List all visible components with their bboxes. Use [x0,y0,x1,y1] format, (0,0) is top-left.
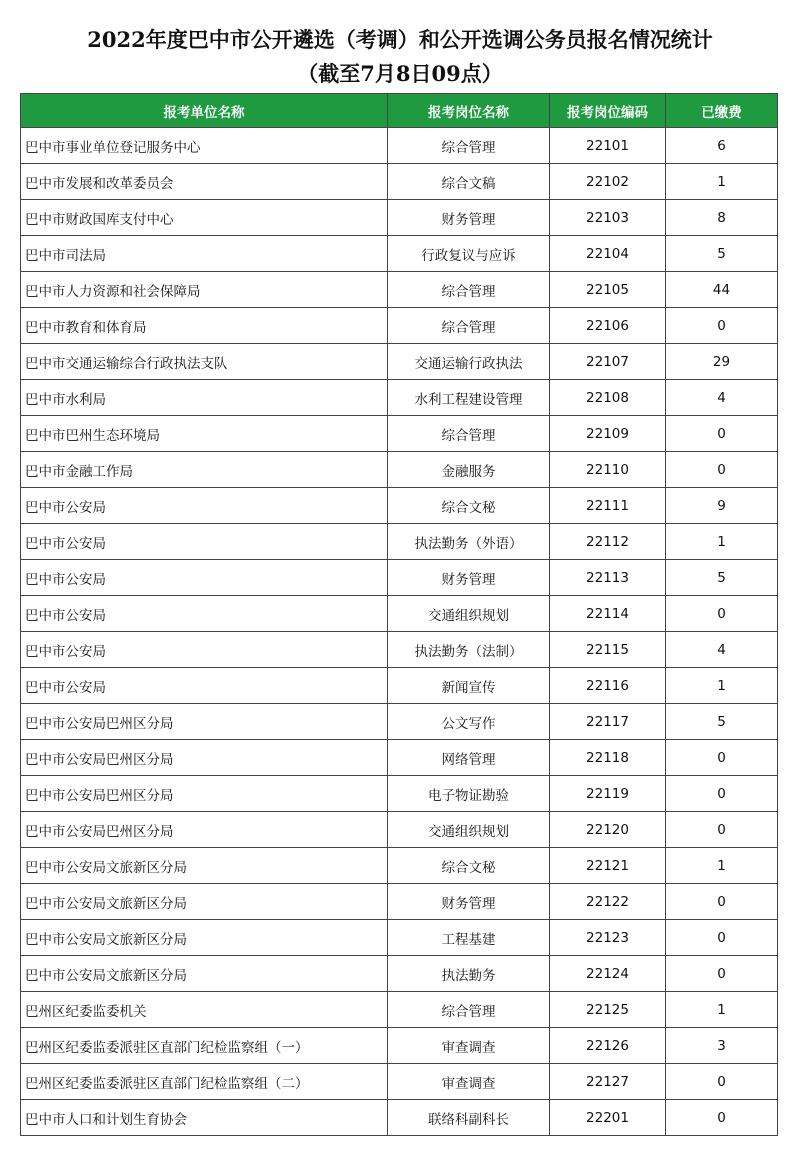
table-row [21,524,778,560]
cell-unit: 巴中市公安局巴州区分局 [21,812,388,848]
table-row [21,416,778,452]
cell-position: 水利工程建设管理 [388,380,550,416]
cell-paid: 0 [666,776,778,812]
cell-paid: 0 [666,308,778,344]
cell-position: 综合文秘 [388,848,550,884]
table-row [21,1028,778,1064]
cell-code: 22113 [550,560,666,596]
cell-paid: 0 [666,1064,778,1100]
page-subtitle: （截至7月8日09点） [297,61,503,86]
cell-code: 22126 [550,1028,666,1064]
header-code: 报考岗位编码 [550,94,666,128]
cell-unit: 巴中市公安局 [21,560,388,596]
table-row [21,452,778,488]
cell-position: 工程基建 [388,920,550,956]
cell-unit: 巴中市公安局 [21,524,388,560]
cell-position: 综合管理 [388,128,550,164]
table-row [21,1064,778,1100]
cell-unit: 巴中市人口和计划生育协会 [21,1100,388,1136]
cell-paid: 0 [666,740,778,776]
cell-code: 22122 [550,884,666,920]
cell-position: 联络科副科长 [388,1100,550,1136]
cell-paid: 0 [666,956,778,992]
cell-unit: 巴中市财政国库支付中心 [21,200,388,236]
cell-code: 22124 [550,956,666,992]
table-row [21,560,778,596]
cell-code: 22116 [550,668,666,704]
cell-position: 新闻宣传 [388,668,550,704]
cell-position: 交通运输行政执法 [388,344,550,380]
cell-code: 22114 [550,596,666,632]
cell-position: 财务管理 [388,200,550,236]
cell-position: 交通组织规划 [388,812,550,848]
cell-code: 22115 [550,632,666,668]
cell-unit: 巴中市巴州生态环境局 [21,416,388,452]
cell-code: 22103 [550,200,666,236]
cell-code: 22201 [550,1100,666,1136]
cell-unit: 巴中市司法局 [21,236,388,272]
cell-code: 22105 [550,272,666,308]
cell-position: 执法勤务（法制） [388,632,550,668]
cell-unit: 巴中市公安局巴州区分局 [21,740,388,776]
cell-code: 22121 [550,848,666,884]
cell-code: 22109 [550,416,666,452]
cell-code: 22108 [550,380,666,416]
table-row [21,128,778,164]
table-body [21,128,778,1136]
registration-table [20,93,778,1136]
cell-position: 执法勤务 [388,956,550,992]
cell-paid: 5 [666,704,778,740]
cell-position: 财务管理 [388,884,550,920]
cell-unit: 巴中市人力资源和社会保障局 [21,272,388,308]
cell-paid: 1 [666,668,778,704]
header-paid: 已缴费 [666,94,778,128]
cell-paid: 8 [666,200,778,236]
table-row [21,344,778,380]
cell-unit: 巴中市公安局 [21,668,388,704]
cell-unit: 巴州区纪委监委机关 [21,992,388,1028]
cell-code: 22112 [550,524,666,560]
cell-unit: 巴中市事业单位登记服务中心 [21,128,388,164]
table-row [21,236,778,272]
table-row [21,308,778,344]
cell-unit: 巴中市教育和体育局 [21,308,388,344]
cell-code: 22102 [550,164,666,200]
header-unit: 报考单位名称 [21,94,388,128]
cell-paid: 5 [666,236,778,272]
cell-code: 22107 [550,344,666,380]
cell-position: 审查调查 [388,1064,550,1100]
table-header [21,94,778,128]
cell-position: 综合管理 [388,272,550,308]
cell-paid: 4 [666,380,778,416]
table-row [21,668,778,704]
cell-code: 22117 [550,704,666,740]
cell-position: 金融服务 [388,452,550,488]
cell-position: 综合文秘 [388,488,550,524]
cell-paid: 6 [666,128,778,164]
cell-code: 22125 [550,992,666,1028]
table-row [21,380,778,416]
header-row [21,94,778,128]
cell-unit: 巴州区纪委监委派驻区直部门纪检监察组（二） [21,1064,388,1100]
table-row [21,848,778,884]
cell-code: 22111 [550,488,666,524]
cell-paid: 0 [666,812,778,848]
cell-paid: 0 [666,452,778,488]
cell-position: 行政复议与应诉 [388,236,550,272]
cell-paid: 1 [666,848,778,884]
cell-code: 22118 [550,740,666,776]
table-row [21,488,778,524]
table-row [21,776,778,812]
cell-unit: 巴中市公安局文旅新区分局 [21,956,388,992]
cell-code: 22104 [550,236,666,272]
cell-code: 22123 [550,920,666,956]
cell-paid: 0 [666,1100,778,1136]
cell-code: 22101 [550,128,666,164]
table-row [21,596,778,632]
cell-unit: 巴中市公安局 [21,632,388,668]
cell-position: 网络管理 [388,740,550,776]
table-row [21,812,778,848]
cell-position: 执法勤务（外语） [388,524,550,560]
table-row [21,740,778,776]
cell-paid: 4 [666,632,778,668]
cell-code: 22119 [550,776,666,812]
table-row [21,272,778,308]
cell-code: 22120 [550,812,666,848]
cell-unit: 巴中市公安局 [21,488,388,524]
cell-paid: 1 [666,164,778,200]
cell-code: 22110 [550,452,666,488]
cell-paid: 3 [666,1028,778,1064]
cell-position: 综合管理 [388,308,550,344]
table-row [21,1100,778,1136]
cell-paid: 44 [666,272,778,308]
cell-position: 审查调查 [388,1028,550,1064]
table-row [21,956,778,992]
cell-unit: 巴中市公安局巴州区分局 [21,776,388,812]
cell-code: 22106 [550,308,666,344]
cell-unit: 巴中市金融工作局 [21,452,388,488]
cell-unit: 巴中市公安局文旅新区分局 [21,920,388,956]
cell-unit: 巴中市公安局文旅新区分局 [21,848,388,884]
cell-position: 公文写作 [388,704,550,740]
table-row [21,992,778,1028]
cell-unit: 巴州区纪委监委派驻区直部门纪检监察组（一） [21,1028,388,1064]
table-row [21,632,778,668]
cell-position: 电子物证勘验 [388,776,550,812]
cell-paid: 0 [666,920,778,956]
cell-paid: 9 [666,488,778,524]
cell-code: 22127 [550,1064,666,1100]
cell-unit: 巴中市公安局巴州区分局 [21,704,388,740]
cell-unit: 巴中市发展和改革委员会 [21,164,388,200]
cell-unit: 巴中市公安局 [21,596,388,632]
cell-unit: 巴中市公安局文旅新区分局 [21,884,388,920]
cell-position: 财务管理 [388,560,550,596]
cell-unit: 巴中市交通运输综合行政执法支队 [21,344,388,380]
cell-unit: 巴中市水利局 [21,380,388,416]
cell-position: 交通组织规划 [388,596,550,632]
cell-position: 综合管理 [388,416,550,452]
cell-paid: 5 [666,560,778,596]
cell-position: 综合文稿 [388,164,550,200]
table-row [21,884,778,920]
cell-paid: 0 [666,884,778,920]
header-position: 报考岗位名称 [388,94,550,128]
cell-paid: 29 [666,344,778,380]
cell-paid: 1 [666,992,778,1028]
table-row [21,920,778,956]
table-row [21,164,778,200]
table-row [21,704,778,740]
cell-paid: 0 [666,416,778,452]
page-title: 2022年度巴中市公开遴选（考调）和公开选调公务员报名情况统计 [87,27,713,52]
cell-paid: 1 [666,524,778,560]
cell-paid: 0 [666,596,778,632]
cell-position: 综合管理 [388,992,550,1028]
table-row [21,200,778,236]
